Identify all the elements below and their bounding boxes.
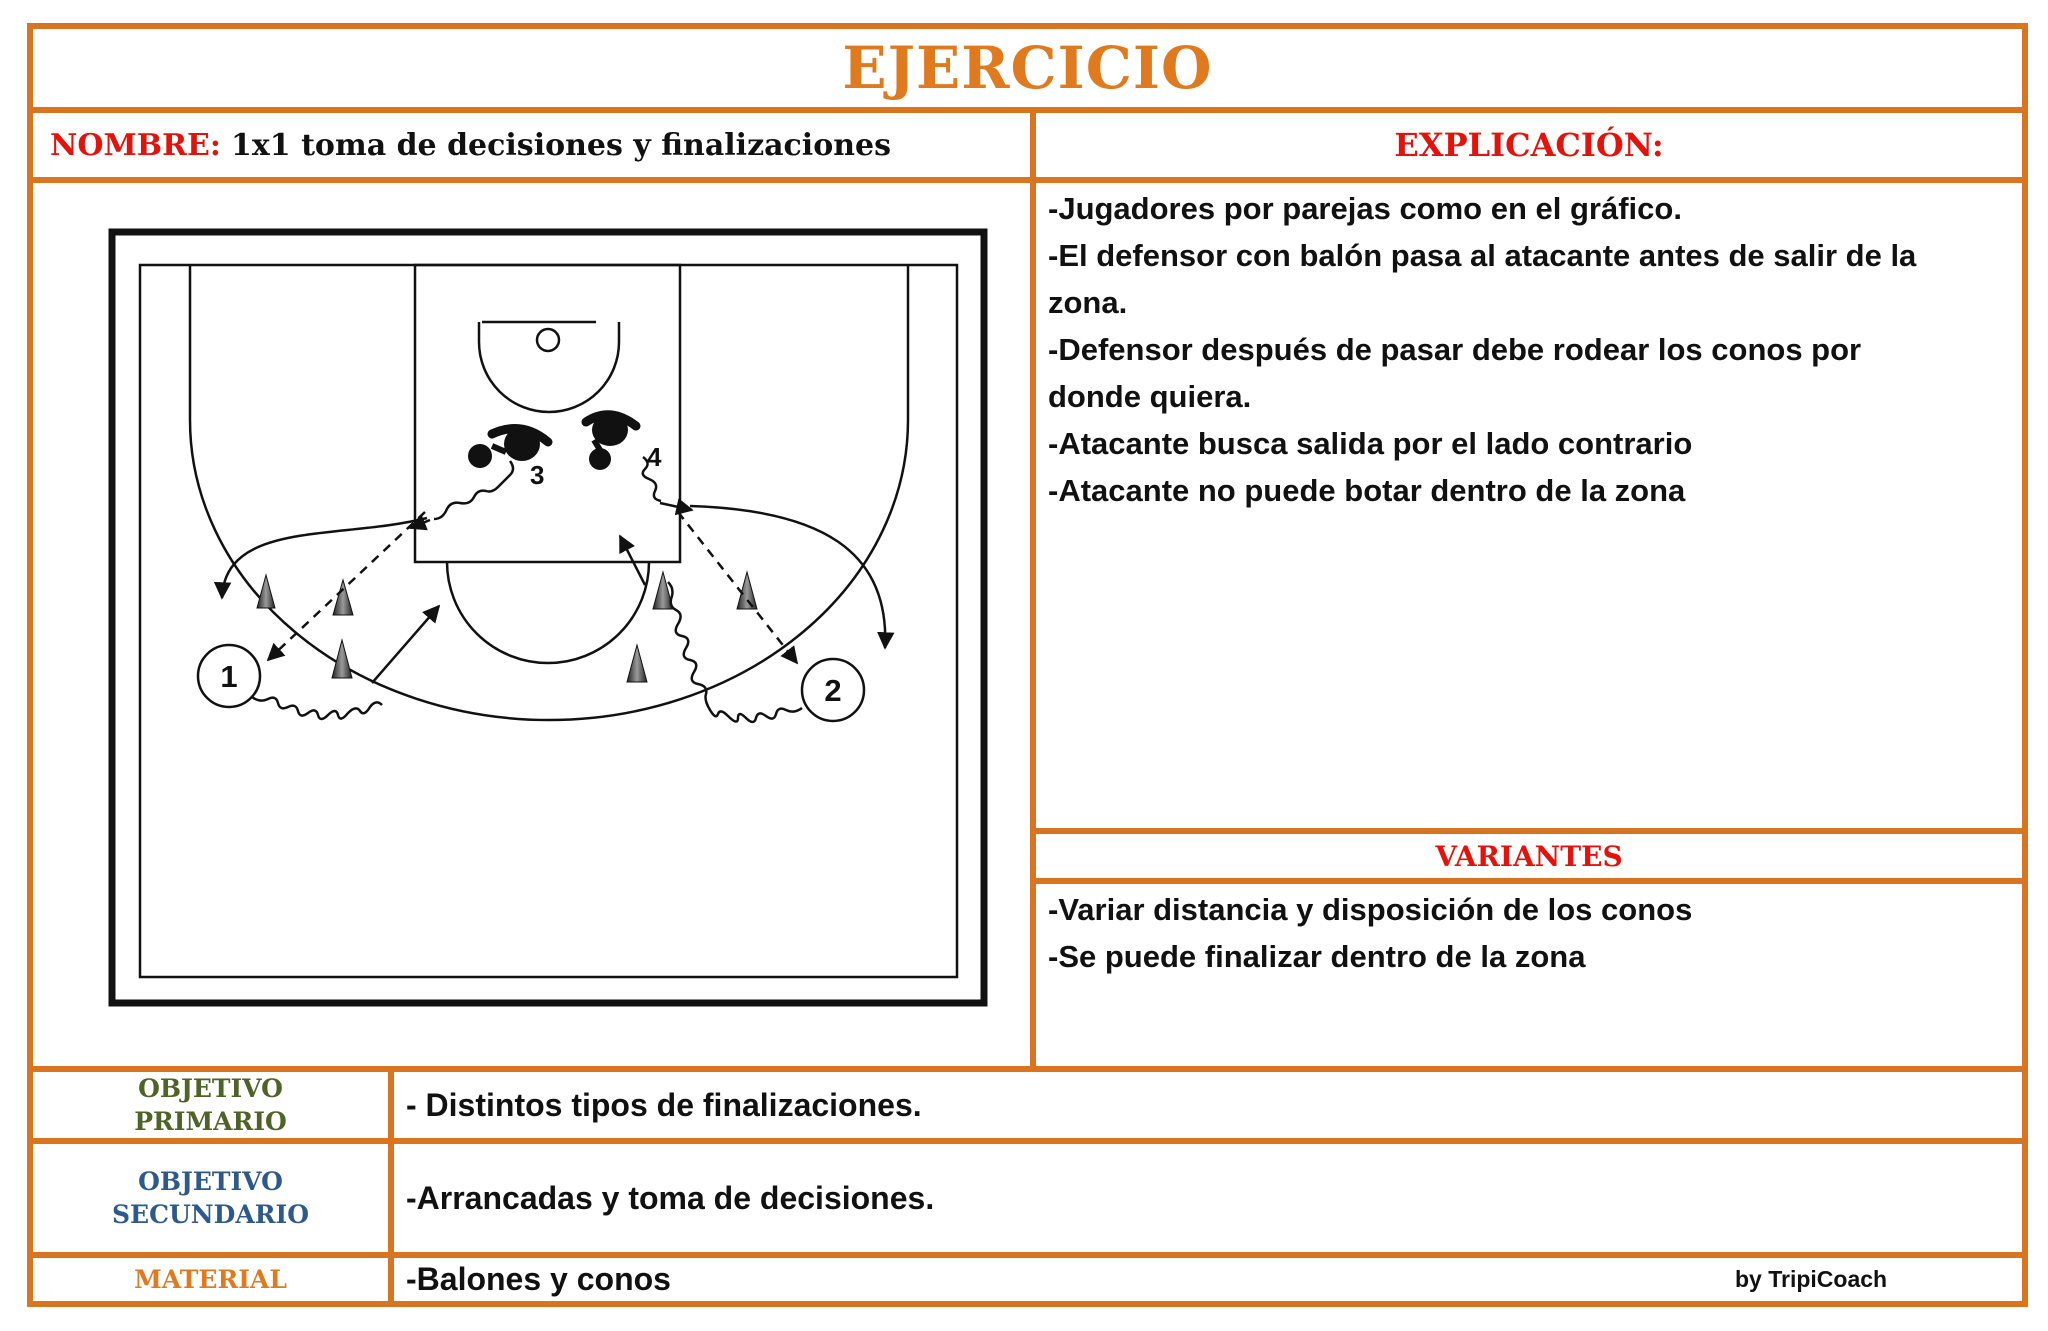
dribble-arrow-4 bbox=[660, 503, 692, 510]
variants-heading: VARIANTES bbox=[1435, 839, 1623, 873]
exercise-name-label: NOMBRE: bbox=[50, 127, 221, 163]
explanation-line: -Atacante busca salida por el lado contrario bbox=[1048, 426, 1693, 461]
primary-objective-value: - Distintos tipos de finalizaciones. bbox=[406, 1086, 922, 1123]
explanation-list bbox=[1048, 185, 2008, 514]
variant-line: -Se puede finalizar dentro de la zona bbox=[1048, 939, 1586, 974]
court-diagram bbox=[100, 220, 1000, 1020]
pass-line-right bbox=[678, 512, 797, 663]
rim bbox=[537, 329, 559, 351]
explanation-line: -Atacante no puede botar dentro de la zona bbox=[1048, 473, 1686, 508]
drive-arrow-2 bbox=[620, 536, 645, 585]
primary-objective-label-line1: OBJETIVO bbox=[138, 1074, 283, 1103]
primary-objective-label-line2: PRIMARIO bbox=[134, 1107, 287, 1136]
page-title: EJERCICIO bbox=[842, 34, 1213, 102]
explanation-heading: EXPLICACIÓN: bbox=[1394, 126, 1664, 164]
dribble-path-1 bbox=[252, 697, 382, 719]
secondary-objective-value: -Arrancadas y toma de decisiones. bbox=[406, 1179, 935, 1216]
variants-list bbox=[1048, 886, 2008, 980]
secondary-objective-label-line1: OBJETIVO bbox=[138, 1167, 283, 1196]
exercise-name-value: 1x1 toma de decisiones y finalizaciones bbox=[231, 127, 891, 163]
player-4-label: 4 bbox=[647, 442, 662, 472]
defender-4-icon bbox=[586, 414, 636, 470]
three-point-line bbox=[190, 265, 908, 720]
dribble-path-2 bbox=[668, 582, 802, 722]
divider-vertical-main bbox=[1030, 107, 1036, 1066]
credit-text: by TripiCoach bbox=[1735, 1266, 1888, 1292]
explanation-line: zona. bbox=[1048, 285, 1128, 320]
divider-vertical-labels bbox=[388, 1072, 394, 1301]
cone-icon bbox=[627, 645, 647, 682]
court-outer-border bbox=[112, 232, 984, 1003]
pass-line-left bbox=[268, 512, 425, 660]
material-label bbox=[33, 1258, 388, 1301]
material-value: -Balones y conos bbox=[406, 1261, 671, 1297]
player-1-label: 1 bbox=[220, 659, 238, 694]
exercise-name bbox=[50, 113, 1030, 177]
dribble-path-3 bbox=[434, 461, 513, 519]
court-inner-line bbox=[140, 265, 957, 977]
explanation-line: -Defensor después de pasar debe rodear los conos por bbox=[1048, 332, 1862, 367]
drive-arrow-1 bbox=[372, 606, 439, 683]
key-lane bbox=[415, 265, 680, 562]
cone-icon bbox=[333, 580, 353, 615]
material-label-text: MATERIAL bbox=[134, 1265, 287, 1294]
explanation-line: -Jugadores por parejas como en el gráfico. bbox=[1048, 191, 1682, 226]
secondary-objective-label bbox=[33, 1144, 388, 1252]
primary-objective-label bbox=[33, 1072, 388, 1138]
cone-icon bbox=[257, 575, 275, 608]
player-2-label: 2 bbox=[824, 673, 842, 708]
explanation-line: donde quiera. bbox=[1048, 379, 1252, 414]
free-throw-circle bbox=[447, 562, 649, 663]
restricted-arc bbox=[479, 322, 619, 412]
cone-icon bbox=[332, 640, 352, 678]
secondary-objective-label-line2: SECUNDARIO bbox=[112, 1200, 309, 1229]
explanation-line: -El defensor con balón pasa al atacante antes de salir de la bbox=[1048, 238, 1917, 273]
divider-header bbox=[33, 177, 2022, 183]
variant-line: -Variar distancia y disposición de los conos bbox=[1048, 892, 1693, 927]
player-3-label: 3 bbox=[530, 460, 545, 490]
defender-cut-left bbox=[222, 518, 427, 598]
divider-variantes-bottom bbox=[1036, 878, 2022, 884]
